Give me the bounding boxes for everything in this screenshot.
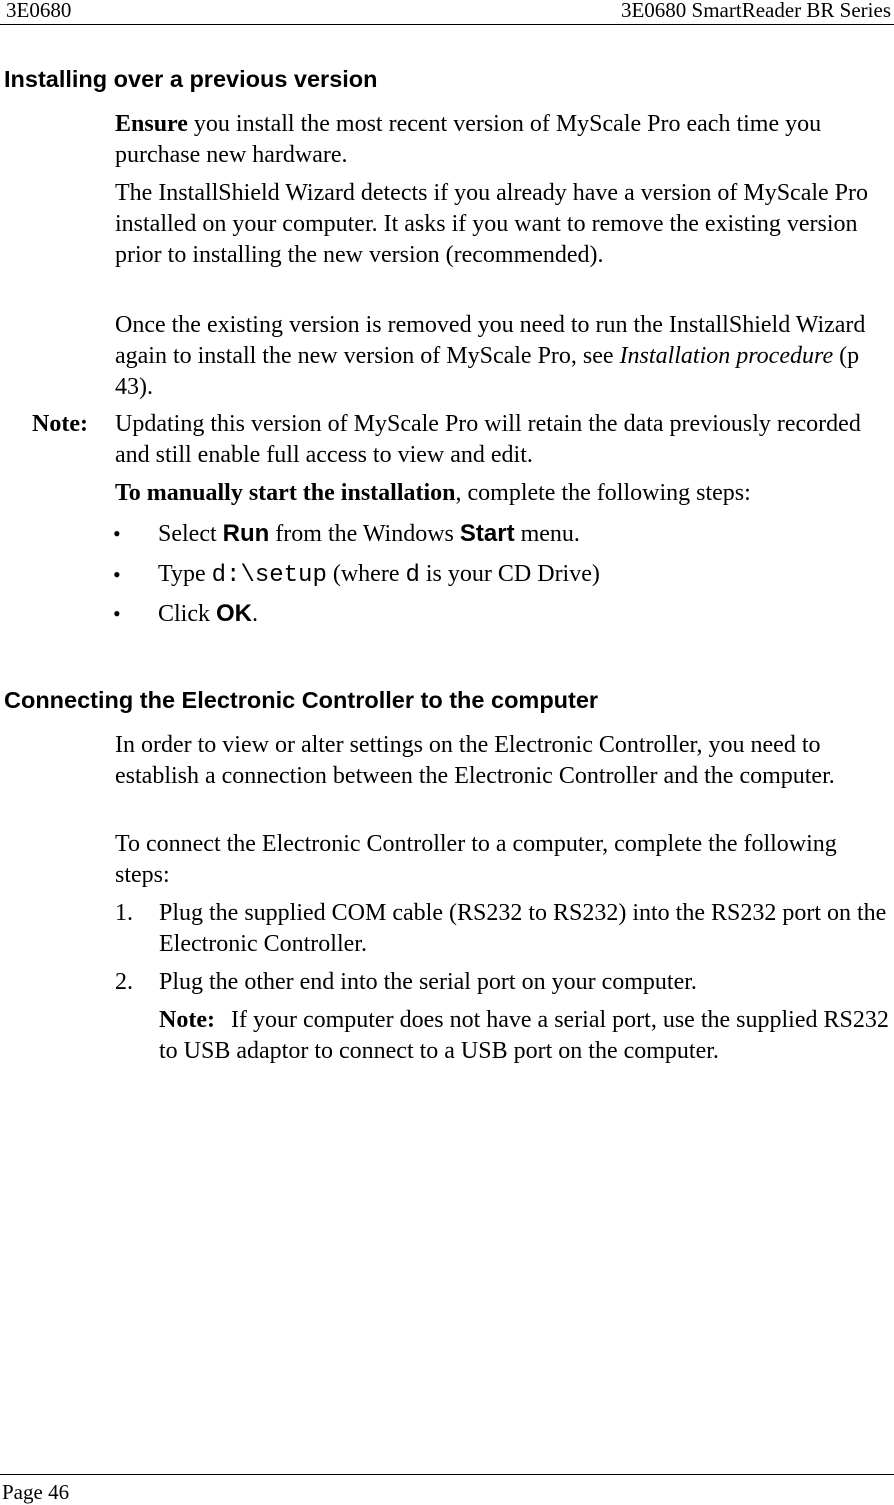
paragraph-to-connect: To connect the Electronic Controller to a computer, complete the following steps: [115, 831, 837, 888]
ensure-text: you install the most recent version of MyScale Pro each time you purchase new hardware. [115, 111, 822, 168]
ensure-bold: Ensure [115, 111, 188, 137]
bullet-marker: • [113, 521, 121, 546]
paragraph-wizard-detects: The InstallShield Wizard detects if you already have a version of MyScale Pro installed on your computer. It asks if you want to remove the existing version prior to installing the new version (recommended). [115, 180, 869, 268]
installation-procedure-ref: Installation procedure [619, 343, 834, 369]
bullet-item-type-setup: Type d:\setup (where d is your CD Drive) [158, 561, 600, 589]
step-plug-cable: Plug the supplied COM cable (RS232 to RS232) into the RS232 port on the Electronic Controller. [159, 900, 887, 957]
page-ref-text: (p 43). [115, 343, 860, 400]
page-header [0, 0, 894, 25]
manual-steps-text: , complete the following steps: [455, 480, 751, 506]
note-serial-port [159, 1005, 889, 1067]
bullet-item-select-run: Select Run from the Windows Start menu. [158, 520, 580, 547]
bullet-item-click-ok: Click OK. [158, 600, 258, 627]
drive-letter: d [405, 562, 420, 589]
header-doc-title: 3E0680 SmartReader BR Series [620, 0, 891, 22]
manual-steps-bold: To manually start the installation [115, 480, 456, 506]
paragraph-view-alter: In order to view or alter settings on the Electronic Controller, you need to establish a connection between the Electronic Controller and the computer. [115, 732, 835, 789]
note-updating: Updating this version of MyScale Pro will retain the data previously recorded and still enable full access to view and edit. [115, 411, 861, 468]
section-title-connecting: Connecting the Electronic Controller to the computer [4, 687, 599, 713]
page-footer [0, 1474, 894, 1505]
step-number: 2. [115, 969, 133, 995]
bullet-marker: • [113, 601, 121, 626]
start-menu-label: Start [459, 520, 515, 547]
step-plug-other-end: Plug the other end into the serial port on your computer. [159, 969, 697, 995]
paragraph-ensure [115, 109, 890, 171]
run-menu-label: Run [222, 520, 270, 547]
setup-command: d:\setup [211, 562, 327, 589]
step-number: 1. [115, 900, 133, 926]
note-label: Note: [32, 411, 88, 437]
paragraph-manual-steps [115, 478, 890, 509]
note-label: Note: [159, 1007, 215, 1033]
section-title-installing: Installing over a previous version [4, 66, 378, 92]
ok-button-label: OK [216, 600, 252, 627]
once-removed-text: Once the existing version is removed you need to run the InstallShield Wizard again to install the new version of MyScale Pro, see [115, 312, 866, 369]
header-doc-id: 3E0680 [6, 0, 72, 22]
page-number: Page 46 [2, 1480, 70, 1504]
note-serial-text: If your computer does not have a serial port, use the supplied RS232 to USB adaptor to connect to a USB port on the computer. [159, 1007, 889, 1064]
paragraph-once-removed [115, 310, 890, 403]
bullet-marker: • [113, 562, 121, 587]
